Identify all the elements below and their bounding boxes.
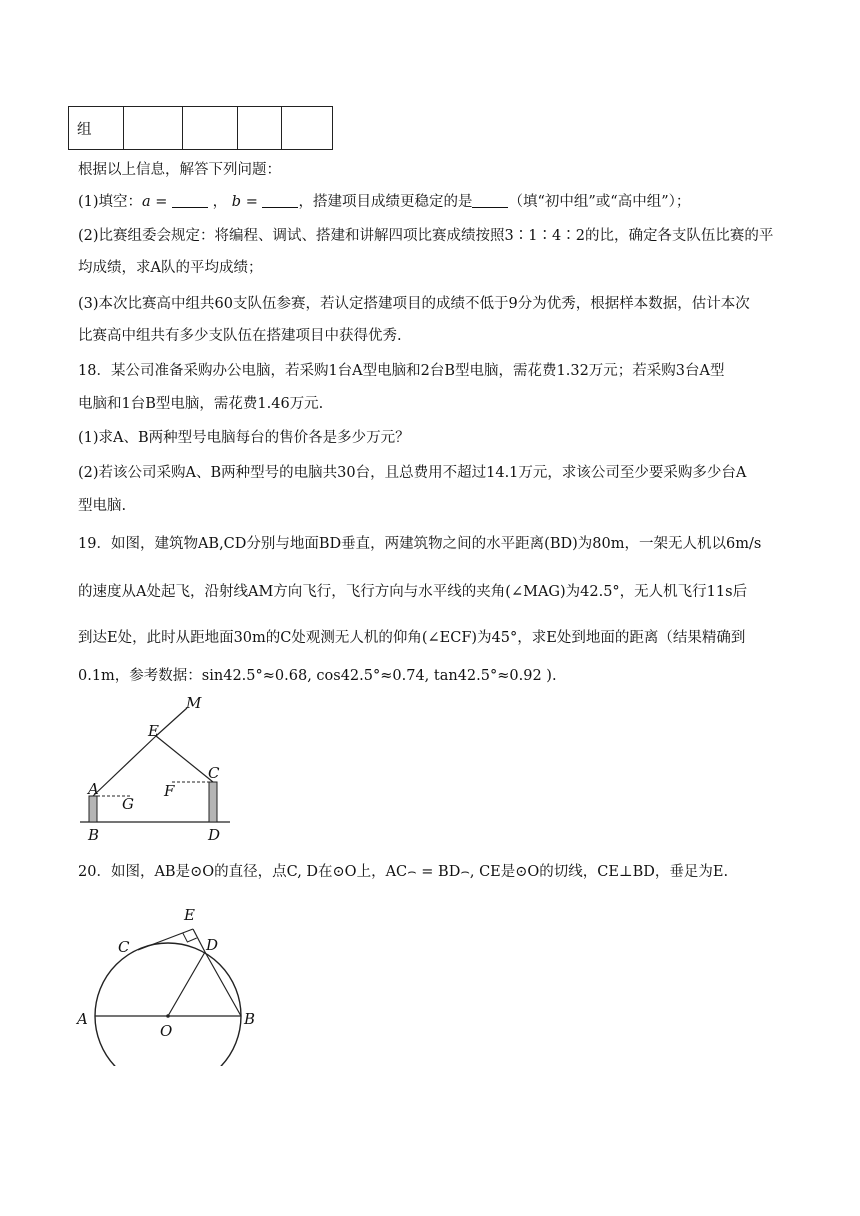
blank-stable-group[interactable] [472, 193, 508, 208]
q17-part3-line2: 比赛高中组共有多少支队伍在搭建项目中获得优秀. [78, 328, 402, 344]
segment-db [205, 952, 241, 1016]
building-ab [89, 796, 97, 822]
label-a: A [88, 780, 99, 798]
q19-line3: 到达E处，此时从距地面30m的C处观测无人机的仰角(∠ECF)为45°，求E处到地面的距离（结果精确到 [78, 630, 746, 646]
q17-part1: (1)填空：a = ， b = ，搭建项目成绩更稳定的是 （填“初中组”或“高中组”）； [78, 194, 691, 210]
label-b: B [88, 826, 100, 844]
q18-line2: 电脑和1台B型电脑，需花费1.46万元. [78, 396, 324, 412]
label-d: D [208, 826, 221, 844]
label-c: C [208, 764, 220, 782]
q19-figure [72, 690, 242, 845]
segment-ce [156, 736, 213, 782]
label-f: F [164, 782, 175, 800]
q17-part2-line1: (2)比赛组委会规定：将编程、调试、搭建和讲解四项比赛成绩按照3∶1∶4∶2的比，确定各支队伍比赛的平 [78, 228, 774, 244]
label-o: O [160, 1022, 173, 1040]
label-a: A [77, 1010, 88, 1028]
table-cell-group: 组 [69, 107, 124, 150]
q18-part2-line2: 型电脑. [78, 498, 127, 514]
label-m: M [186, 694, 202, 712]
table-cell-empty [183, 107, 238, 150]
building-cd [209, 782, 217, 822]
table-cell-empty [124, 107, 183, 150]
q17-part3-line1: (3)本次比赛高中组共60支队伍参赛，若认定搭建项目的成绩不低于9分为优秀，根据样本数据，估计本次 [78, 296, 750, 312]
q17-part2-line2: 均成绩，求A队的平均成绩； [78, 260, 263, 276]
q17-part1-mid: ，搭建项目成绩更稳定的是 [298, 194, 473, 210]
var-a: a [142, 194, 151, 210]
label-e: E [148, 722, 159, 740]
q18-part1: (1)求A、B两种型号电脑每台的售价各是多少万元？ [78, 430, 410, 446]
q19-line4: 0.1m，参考数据：sin42.5°≈0.68, cos42.5°≈0.74, tan42.5°≈0.92 ). [78, 668, 557, 684]
q17-part1-suffix: （填“初中组”或“高中组”）； [508, 194, 691, 210]
q18-line1: 18．某公司准备采购办公电脑，若采购1台A型电脑和2台B型电脑，需花费1.32万元；若采购3台A型 [78, 363, 725, 379]
label-g: G [122, 795, 134, 813]
circle-o [95, 943, 241, 1066]
ray-am [93, 736, 156, 796]
q18-part2-line1: (2)若该公司采购A、B两种型号的电脑共30台，且总费用不超过14.1万元，求该公司至少要采购多少台A [78, 465, 747, 481]
q17-intro: 根据以上信息，解答下列问题： [78, 162, 281, 178]
q19-line1: 19．如图，建筑物AB,CD分别与地面BD垂直，两建筑物之间的水平距离(BD)为80m，一架无人机以6m/s [78, 536, 762, 552]
table-row [69, 107, 333, 150]
table-cell-empty [282, 107, 333, 150]
blank-b[interactable] [262, 193, 298, 208]
ray-am-extension [156, 708, 187, 736]
q20-line1: 20．如图，AB是⊙O的直径，点C, D在⊙O上，AC⌢ = BD⌢, CE是⊙O的切线，CE⊥BD，垂足为E. [78, 864, 729, 880]
label-c: C [118, 938, 130, 956]
label-d: D [206, 936, 219, 954]
right-angle-mark [183, 933, 197, 942]
score-table-fragment [68, 106, 333, 150]
blank-a[interactable] [172, 193, 208, 208]
var-b: b [231, 194, 242, 210]
label-b: B [244, 1010, 256, 1028]
q17-part1-prefix: (1)填空： [78, 194, 143, 210]
q20-figure [72, 896, 272, 1066]
tangent-ce [138, 929, 193, 950]
label-e: E [184, 906, 195, 924]
q19-line2: 的速度从A处起飞，沿射线AM方向飞行，飞行方向与水平线的夹角(∠MAG)为42.5°，无人机飞行11s后 [78, 584, 748, 600]
segment-od [168, 952, 205, 1016]
table-cell-empty [238, 107, 282, 150]
